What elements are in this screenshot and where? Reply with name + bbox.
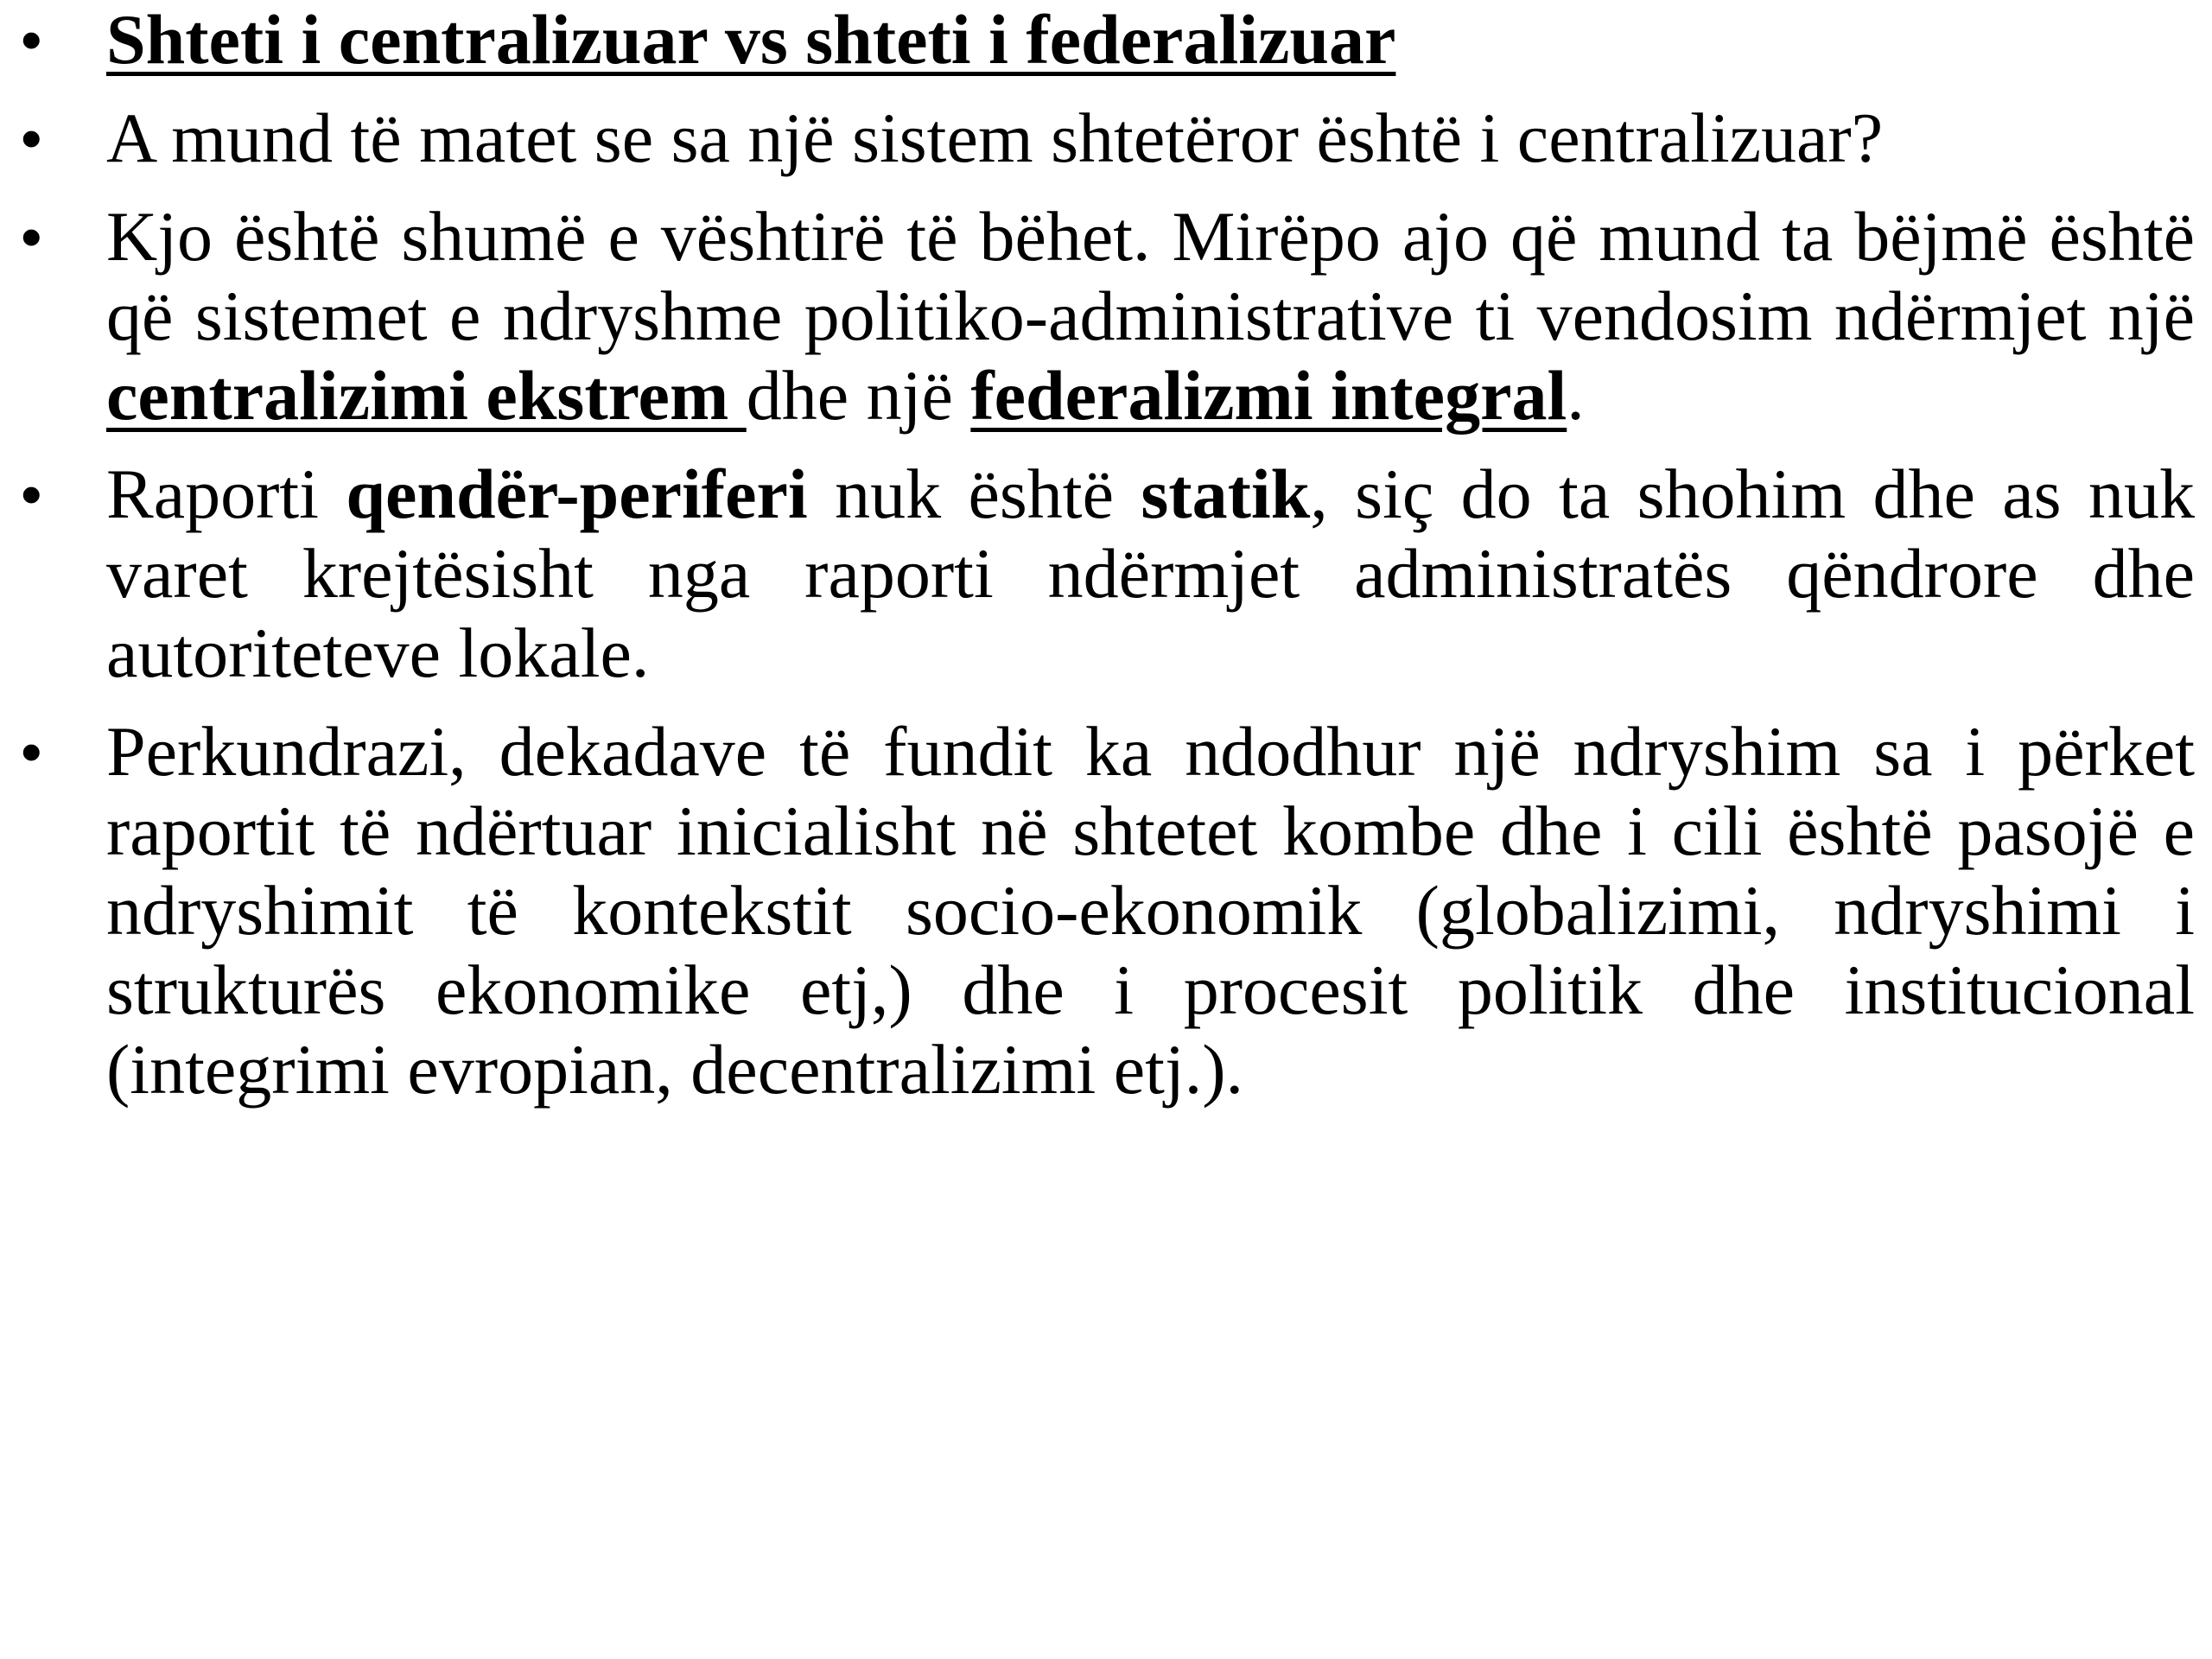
bullet-icon: •: [21, 718, 42, 785]
emphasis-statik: statik: [1141, 454, 1311, 533]
bullet-text-part: Kjo është shumë e vështirë të bëhet. Mirëpo ajo që mund ta bëjmë është që sistemet e ndryshme politiko-administrative ti vendosim ndërmjet një: [106, 197, 2195, 355]
bullet-text: A mund të matet se sa një sistem shtetëror është i centralizuar?: [106, 99, 1884, 177]
bullet-icon: •: [21, 6, 42, 73]
bullet-icon: •: [21, 461, 42, 528]
bullet-text: Perkundrazi, dekadave të fundit ka ndodhur një ndryshim sa i përket raportit të ndërtuar inicialisht në shtetet kombe dhe i cili është pasojë e ndryshimit të kontekstit socio-ekonomik (globalizimi, ndryshimi i strukturës ekonomike etj,) dhe i procesit politik dhe institucional (integrimi evropian, decentralizimi etj.).: [106, 712, 2195, 1109]
bullet-text-part: dhe një: [746, 356, 971, 435]
bullet-list: [17, 0, 2195, 1109]
bullet-item: [17, 454, 2195, 693]
bullet-item-heading: [17, 0, 2195, 79]
bullet-text-part: nuk është: [807, 454, 1141, 533]
bullet-text-part: , siç do ta shohim dhe as nuk varet krejtësisht nga raporti ndërmjet administratës qëndrore dhe autoriteteve lokale.: [106, 454, 2195, 692]
bullet-icon: •: [21, 105, 42, 172]
emphasis-centralizimi-ekstrem: centralizimi ekstrem: [106, 356, 747, 435]
bullet-item: [17, 99, 2195, 178]
bullet-text-part: Raporti: [106, 454, 346, 533]
bullet-icon: •: [21, 203, 42, 270]
emphasis-qender-periferi: qendër-periferi: [346, 454, 808, 533]
emphasis-federalizmi-integral: federalizmi integral: [970, 356, 1567, 435]
slide-body: [17, 0, 2195, 1128]
bullet-item: [17, 712, 2195, 1109]
bullet-item: [17, 197, 2195, 435]
slide-heading: Shteti i centralizuar vs shteti i federalizuar: [106, 0, 1396, 79]
bullet-text-part: .: [1567, 356, 1585, 435]
